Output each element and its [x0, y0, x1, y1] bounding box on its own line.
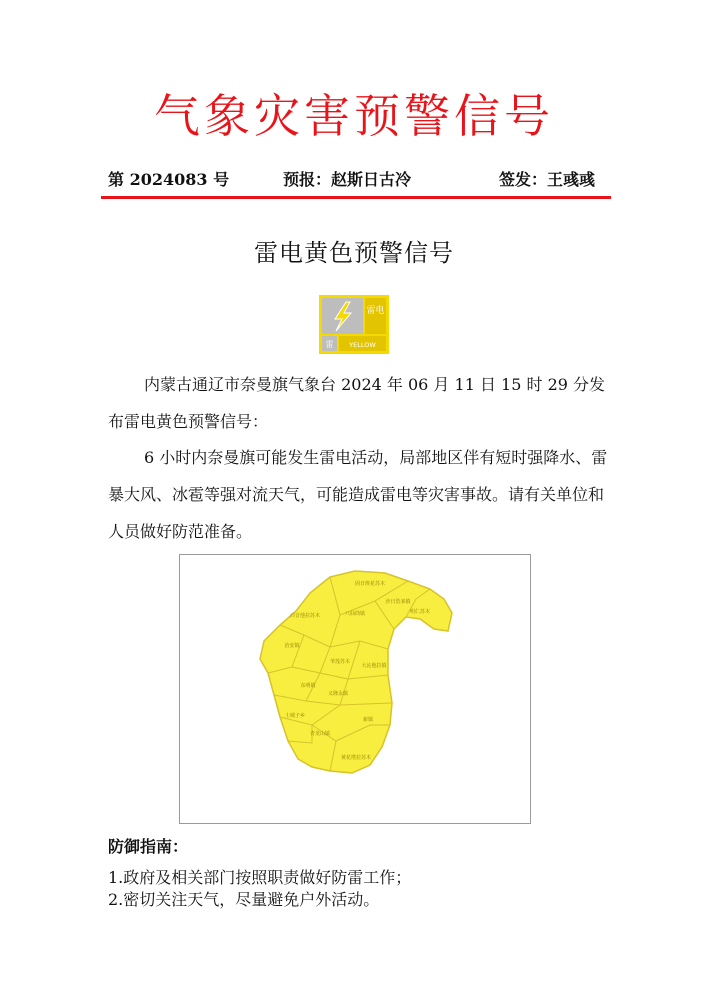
issue-number: 第 2024083 号: [108, 170, 230, 189]
county-outline: [260, 571, 452, 773]
svg-text:雷: 雷: [325, 340, 334, 349]
region-label: 苇莲苏木: [329, 659, 351, 665]
issuer: 签发：王彧彧: [499, 170, 596, 189]
region-label: 新镇: [362, 717, 374, 723]
region-label: 义隆永镇: [327, 691, 349, 697]
defense-guide-heading: 防御指南：: [108, 837, 189, 856]
icon-label-bottom: YELLOW: [349, 341, 376, 349]
region-label: 东明镇: [300, 683, 316, 689]
defense-guide-item: 1.政府及相关部门按照职责做好防雷工作；: [108, 868, 412, 887]
warning-content-paragraph: 6 小时内奈曼旗可能发生雷电活动，局部地区伴有短时强降水、雷暴大风、冰雹等强对流天气，可能造成雷电等灾害事故。请有关单位和人员做好防范准备。: [108, 448, 608, 541]
region-label: 白音他拉苏木: [289, 613, 321, 619]
region-label: 青龙山镇: [309, 731, 331, 737]
region-label: 黄花塔拉苏木: [340, 755, 372, 761]
region-label: 八仙筒镇: [344, 611, 366, 617]
region-label: 固日班花苏木: [354, 581, 386, 587]
region-label: 土城子乡: [284, 713, 306, 719]
defense-guide-item: 2.密切关注天气，尽量避免户外活动。: [108, 890, 380, 909]
issue-paragraph: 内蒙古通辽市奈曼旗气象台 2024 年 06 月 11 日 15 时 29 分发布雷电黄色预警信号：: [108, 375, 606, 431]
region-label: 大沁他拉镇: [361, 663, 387, 669]
region-label: 明仁苏木: [409, 609, 431, 615]
document-title: 气象灾害预警信号: [154, 89, 554, 143]
region-label: 治安镇: [284, 643, 300, 649]
header-divider: [101, 196, 611, 199]
icon-label-top: 雷电: [366, 306, 385, 316]
forecaster: 预报：赵斯日古冷: [283, 170, 412, 189]
lightning-yellow-warning-icon: [319, 295, 389, 354]
warning-area-map: [179, 554, 531, 824]
region-label: 沙日浩来镇: [385, 599, 411, 605]
warning-subtitle: 雷电黄色预警信号: [254, 239, 454, 267]
